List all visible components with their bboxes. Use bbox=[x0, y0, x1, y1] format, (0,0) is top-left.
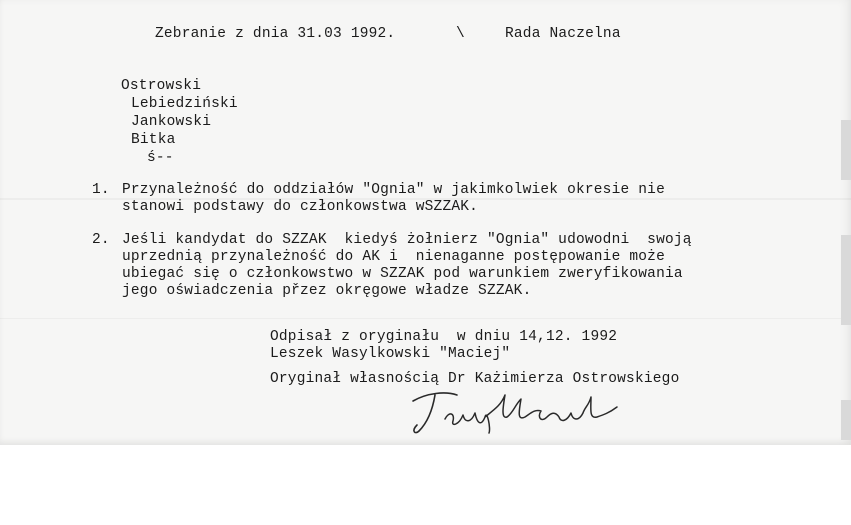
attendee: Ostrowski bbox=[121, 78, 202, 94]
attendee: Lebiedziński bbox=[131, 96, 238, 112]
attendee-extra: ś-- bbox=[147, 150, 174, 166]
item-number: 2. bbox=[92, 232, 110, 248]
copy-note-line: Odpisał z oryginału w dniu 14,12. 1992 bbox=[270, 329, 618, 345]
item-line: uprzednią przynależność do AK i nienaganne postępowanie może bbox=[122, 249, 665, 265]
governing-body: Rada Naczelna bbox=[505, 26, 621, 42]
item-line: Przynależność do oddziałów "Ognia" w jakimkolwiek okresie nie bbox=[122, 182, 665, 198]
item-line: jego oświadczenia přzez okręgowe władze SZZAK. bbox=[122, 283, 532, 299]
item-line: stanowi podstawy do członkowstwa wSZZAK. bbox=[122, 199, 479, 215]
item-line: Jeśli kandydat do SZZAK kiedyś żołnierz "Ognia" udowodni swoją bbox=[122, 232, 692, 248]
copy-note-line: Leszek Wasylkowski "Maciej" bbox=[270, 346, 511, 362]
scanner-edge bbox=[841, 235, 851, 325]
copy-note-line: Oryginał własnością Dr Każimierza Ostrowskiego bbox=[270, 371, 680, 387]
scanner-edge bbox=[841, 400, 851, 440]
handwritten-signature bbox=[405, 387, 635, 437]
stray-mark: \ bbox=[456, 26, 465, 42]
attendee: Jankowski bbox=[131, 114, 212, 130]
attendee: Bitka bbox=[131, 132, 176, 148]
paper-crease bbox=[0, 318, 851, 319]
item-number: 1. bbox=[92, 182, 110, 198]
item-line: ubiegać się o członkowstwo w SZZAK pod warunkiem zweryfikowania bbox=[122, 266, 683, 282]
meeting-date: Zebranie z dnia 31.03 1992. bbox=[155, 26, 396, 42]
scanner-edge bbox=[841, 120, 851, 180]
